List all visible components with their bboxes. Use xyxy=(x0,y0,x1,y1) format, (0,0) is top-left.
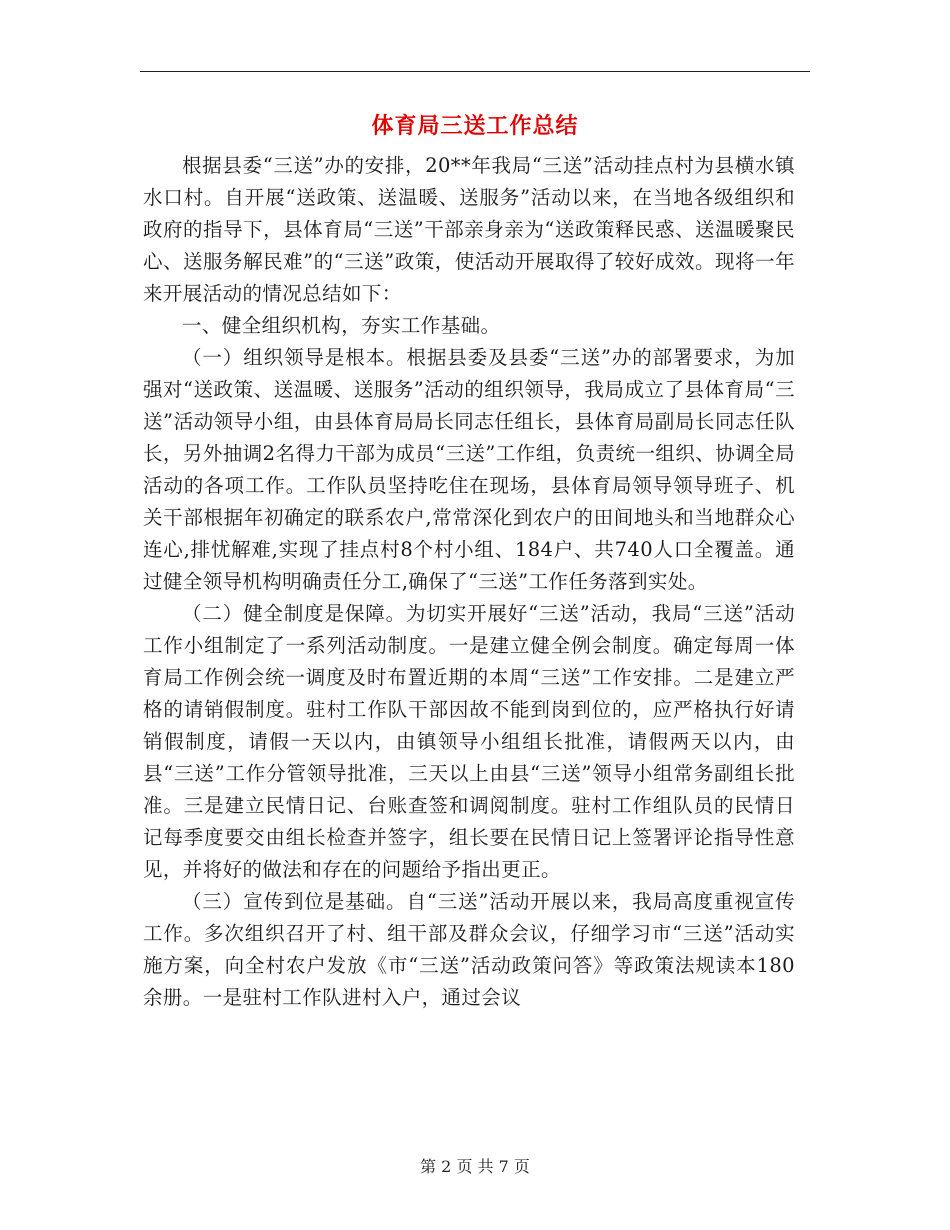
footer-total-pages: 7 xyxy=(498,1157,509,1176)
page-footer xyxy=(0,1154,950,1177)
document-title: 体育局三送工作总结 xyxy=(371,113,579,139)
paragraph-organization: （一）组织领导是根本。根据县委及县委“三送”办的部署要求，为加强对“送政策、送温暖、送服务”活动的组织领导，我局成立了县体育局“三送”活动领导小组，由县体育局局长同志任组长，县体育局副局长同志任队长，另外抽调2名得力干部为成员“三送”工作组，负责统一组织、协调全局活动的各项工作。工作队员坚持吃住在现场，县体育局领导领导班子、机关干部根据年初确定的联系农户,常常深化到农户的田间地头和当地群众心连心,排忧解难,实现了挂点村8个村小组、184户、共740人口全覆盖。通过健全领导机构明确责任分工,确保了“三送”工作任务落到实处。 xyxy=(143,346,795,593)
footer-prefix: 第 xyxy=(420,1157,437,1176)
paragraph-system: （二）健全制度是保障。为切实开展好“三送”活动，我局“三送”活动工作小组制定了一系列活动制度。一是建立健全例会制度。确定每周一体育局工作例会统一调度及时布置近期的本周“三送”工作安排。二是建立严格的请销假制度。驻村工作队干部因故不能到岗到位的，应严格执行好请销假制度，请假一天以内，由镇领导小组组长批准，请假两天以内，由县“三送”工作分管领导批准，三天以上由县“三送”领导小组常务副组长批准。三是建立民情日记、台账查签和调阅制度。驻村工作组队员的民情日记每季度要交由组长检查并签字，组长要在民情日记上签署评论指导性意见，并将好的做法和存在的问题给予指出更正。 xyxy=(143,602,795,881)
paragraph-publicity: （三）宣传到位是基础。自“三送”活动开展以来，我局高度重视宣传工作。多次组织召开了村、组干部及群众会议，仔细学习市“三送”活动实施方案，向全村农户发放《市“三送”活动政策问答》等政策法规读本180余册。一是驻村工作队进村入户，通过会议 xyxy=(143,890,795,1009)
document-body xyxy=(143,150,795,1014)
footer-current-page: 2 xyxy=(441,1157,452,1176)
footer-suffix: 页 xyxy=(513,1157,530,1176)
header-rule xyxy=(140,71,810,72)
paragraph-intro: 根据县委“三送”办的安排，20**年我局“三送”活动挂点村为县横水镇水口村。自开展“送政策、送温暖、送服务”活动以来，在当地各级组织和政府的指导下，县体育局“三送”干部亲身亲为“送政策释民惑、送温暖聚民心、送服务解民难”的“三送”政策，使活动开展取得了较好成效。现将一年来开展活动的情况总结如下： xyxy=(143,154,795,305)
paragraph-section-heading: 一、健全组织机构，夯实工作基础。 xyxy=(182,314,501,337)
footer-middle: 页 共 xyxy=(456,1157,494,1176)
